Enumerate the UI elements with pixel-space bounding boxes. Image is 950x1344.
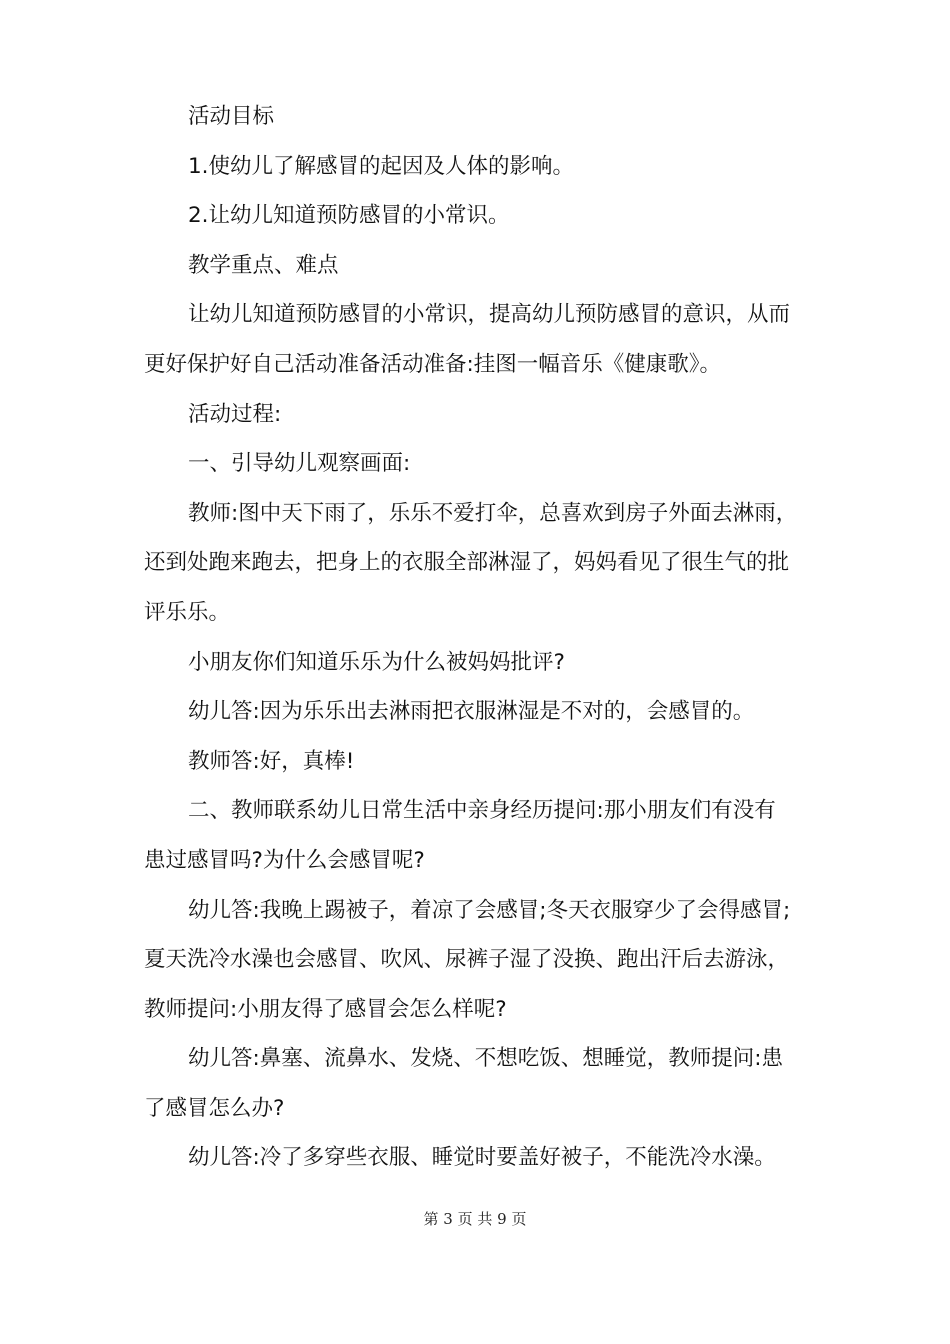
paragraph-line: 二、教师联系幼儿日常生活中亲身经历提问:那小朋友们有没有 bbox=[188, 798, 776, 824]
goal-item-1: 1.使幼儿了解感冒的起因及人体的影响。 bbox=[188, 153, 575, 179]
paragraph-line: 教师:图中天下雨了，乐乐不爱打伞，总喜欢到房子外面去淋雨， bbox=[188, 500, 798, 526]
paragraph-line: 更好保护好自己活动准备活动准备:挂图一幅音乐《健康歌》。 bbox=[144, 351, 721, 377]
paragraph-line: 小朋友你们知道乐乐为什么被妈妈批评? bbox=[188, 649, 565, 675]
paragraph-line: 了感冒怎么办? bbox=[144, 1095, 285, 1121]
paragraph-line: 夏天洗冷水澡也会感冒、吹风、尿裤子湿了没换、跑出汗后去游泳， bbox=[144, 947, 790, 973]
section-heading-activity-goals: 活动目标 bbox=[188, 104, 275, 129]
paragraph-line: 评乐乐。 bbox=[144, 599, 231, 625]
paragraph-line: 教师答:好，真棒! bbox=[188, 748, 355, 774]
paragraph-line: 幼儿答:冷了多穿些衣服、睡觉时要盖好被子，不能洗冷水澡。 bbox=[188, 1145, 776, 1171]
paragraph-line: 让幼儿知道预防感冒的小常识，提高幼儿预防感冒的意识，从而 bbox=[188, 302, 791, 328]
document-body bbox=[144, 92, 806, 1183]
step-heading-1: 一、引导幼儿观察画面: bbox=[188, 451, 411, 477]
paragraph-line: 教师提问:小朋友得了感冒会怎么样呢? bbox=[144, 996, 507, 1022]
goal-item-2: 2.让幼儿知道预防感冒的小常识。 bbox=[188, 203, 510, 229]
paragraph-line: 患过感冒吗?为什么会感冒呢? bbox=[144, 847, 425, 873]
section-heading-activity-process: 活动过程: bbox=[188, 401, 282, 427]
paragraph-line: 幼儿答:我晚上踢被子，着凉了会感冒;冬天衣服穿少了会得感冒; bbox=[188, 897, 791, 923]
paragraph-line: 幼儿答:鼻塞、流鼻水、发烧、不想吃饭、想睡觉，教师提问:患 bbox=[188, 1046, 783, 1072]
section-heading-key-points: 教学重点、难点 bbox=[188, 252, 339, 278]
paragraph-line: 幼儿答:因为乐乐出去淋雨把衣服淋湿是不对的，会感冒的。 bbox=[188, 699, 755, 725]
paragraph-line: 还到处跑来跑去，把身上的衣服全部淋湿了，妈妈看见了很生气的批 bbox=[144, 550, 790, 576]
page-number-footer: 第 3 页 共 9 页 bbox=[423, 1210, 527, 1228]
